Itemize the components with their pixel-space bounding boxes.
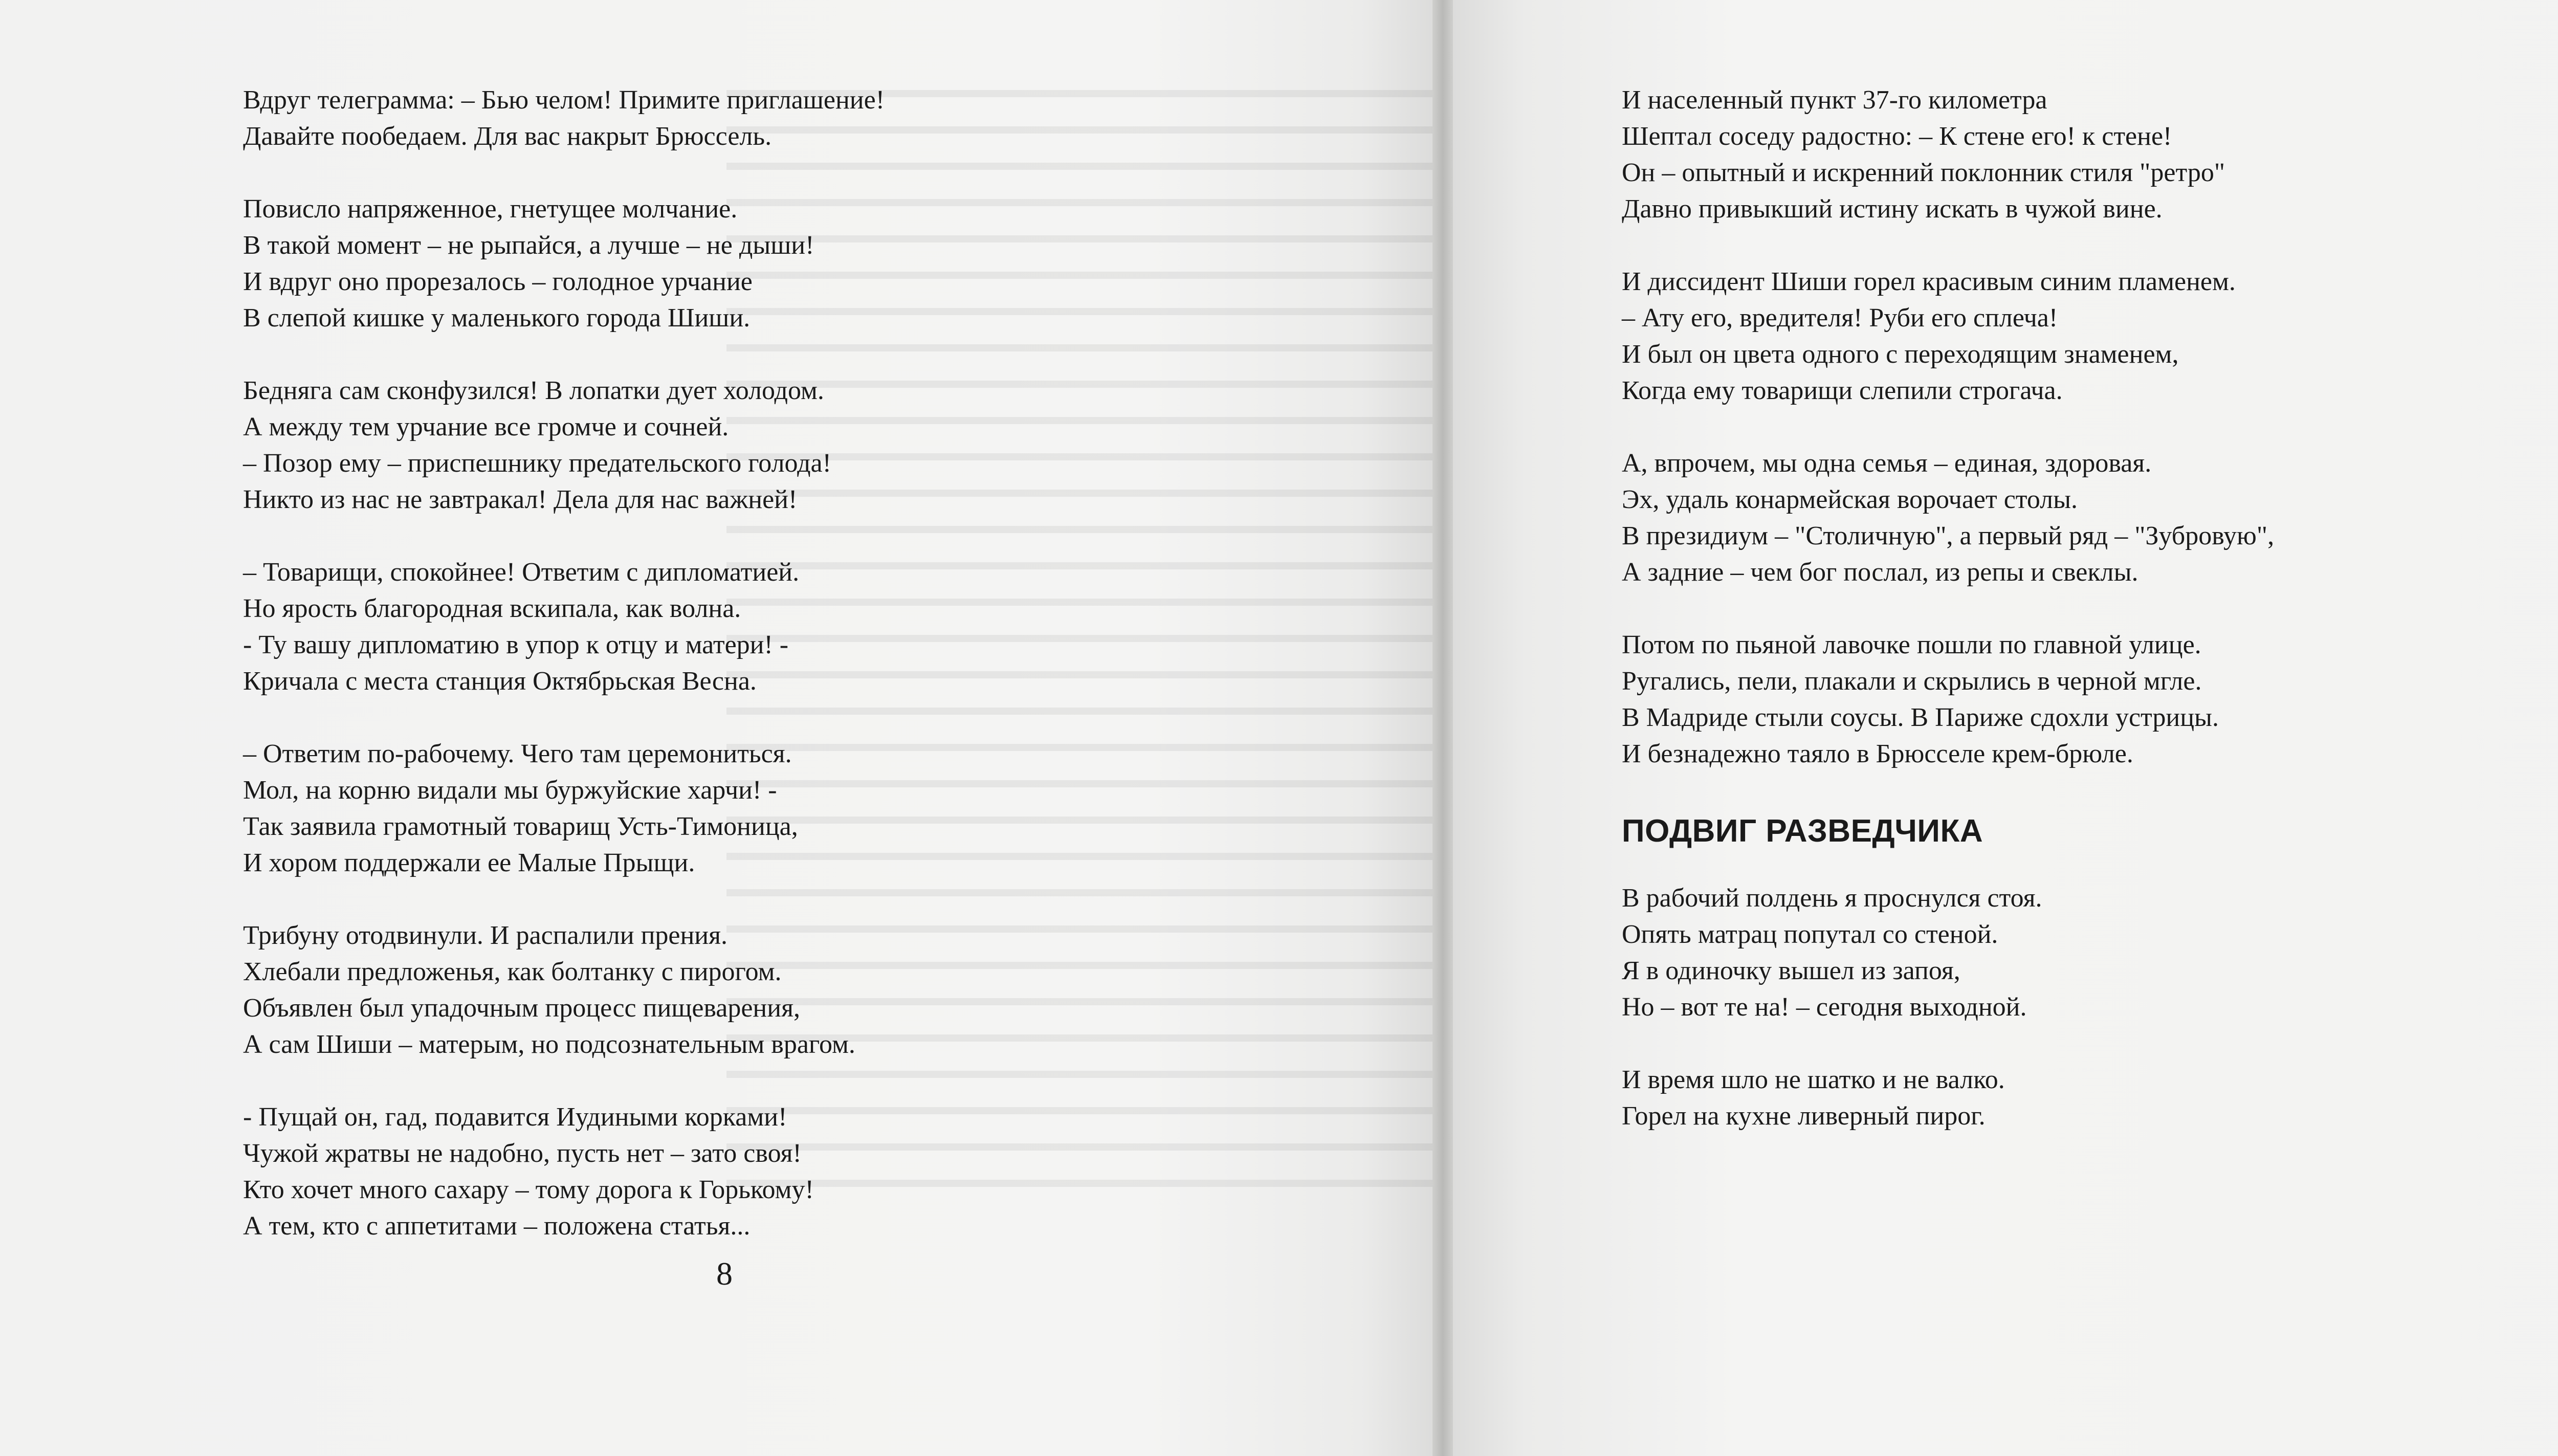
right-poem-text [1622,82,2491,1171]
stanza [243,1099,1113,1244]
poem-line: А сам Шиши – матерым, но подсознательным врагом. [243,1030,855,1059]
poem-line: Бедняга сам сконфузился! В лопатки дует холодом. [243,376,824,405]
poem-line: - Ту вашу дипломатию в упор к отцу и матери! - [243,630,789,659]
poem-line: Но – вот те на! – сегодня выходной. [1622,992,2027,1022]
right-page [1453,0,2558,1456]
poem-line: Горел на кухне ливерный пирог. [1622,1101,1986,1131]
stanza [243,736,1113,881]
poem-line: И вдруг оно прорезалось – голодное урчание [243,267,753,296]
poem-line: И диссидент Шиши горел красивым синим пламенем. [1622,267,2236,296]
stanza [1622,82,2491,227]
poem-line: Объявлен был упадочным процесс пищеварения, [243,994,801,1023]
poem-line: А между тем урчание все громче и сочней. [243,412,729,442]
poem-line: В такой момент – не рыпайся, а лучше – не дыши! [243,231,814,260]
stanza [1622,627,2491,772]
poem-line: Чужой жратвы не надобно, пусть нет – зато своя! [243,1139,802,1168]
poem-line: – Позор ему – приспешнику предательского голода! [243,449,831,478]
poem-line: Давайте пообедаем. Для вас накрыт Брюссель. [243,122,772,151]
stanza [1622,263,2491,409]
book-gutter [1432,0,1453,1456]
poem-line: Шептал соседу радостно: – К стене его! к стене! [1622,122,2172,151]
poem-line: Вдруг телеграмма: – Бью челом! Примите приглашение! [243,85,885,115]
stanza [243,191,1113,336]
poem-line: А, впрочем, мы одна семья – единая, здоровая. [1622,449,2152,478]
poem-line: В рабочий полдень я проснулся стоя. [1622,884,2042,913]
poem-line: А задние – чем бог послал, из репы и свеклы. [1622,558,2138,587]
poem-line: И хором поддержали ее Малые Прыщи. [243,848,695,877]
stanza [1622,1062,2491,1134]
poem-line: А тем, кто с аппетитами – положена статья... [243,1211,751,1241]
poem-line: И время шло не шатко и не валко. [1622,1065,2005,1094]
stanza [243,372,1113,518]
poem-line: Давно привыкший истину искать в чужой вине. [1622,194,2163,224]
left-poem-text [243,82,1113,1281]
poem-line: И безнадежно таяло в Брюсселе крем-брюле. [1622,739,2133,768]
stanza [1622,880,2491,1025]
poem-line: Повисло напряженное, гнетущее молчание. [243,194,738,224]
poem-line: И был он цвета одного с переходящим знаменем, [1622,340,2179,369]
stanza [243,82,1113,155]
poem-line: Так заявила грамотный товарищ Усть-Тимоница, [243,812,798,841]
poem-line: Когда ему товарищи слепили строгача. [1622,376,2063,405]
poem-line: Кто хочет много сахару – тому дорога к Горькому! [243,1175,814,1204]
poem-line: Мол, на корню видали мы буржуйские харчи! - [243,776,777,805]
poem-line: - Пущай он, гад, подавится Иудиными корками! [243,1102,787,1132]
poem-line: – Товарищи, спокойнее! Ответим с дипломатией. [243,558,800,587]
poem-line: Трибуну отодвинули. И распалили прения. [243,921,728,950]
poem-line: Кричала с места станция Октябрьская Весна. [243,667,757,696]
poem-line: Потом по пьяной лавочке пошли по главной улице. [1622,630,2201,659]
poem-line: В Мадриде стыли соусы. В Париже сдохли устрицы. [1622,703,2219,732]
stanza [1622,445,2491,590]
poem-line: И населенный пункт 37-го километра [1622,85,2047,115]
stanza [243,917,1113,1063]
poem-line: Эх, удаль конармейская ворочает столы. [1622,485,2078,514]
poem-line: – Ответим по-рабочему. Чего там церемониться. [243,739,792,768]
poem-line: Ругались, пели, плакали и скрылись в черной мгле. [1622,667,2202,696]
poem-title: ПОДВИГ РАЗВЕДЧИКА [1622,813,1983,849]
poem-line: Но ярость благородная вскипала, как волна. [243,594,741,623]
page-number: 8 [716,1255,733,1292]
poem-line: – Ату его, вредителя! Руби его сплеча! [1622,303,2058,333]
poem-line: Никто из нас не завтракал! Дела для нас важней! [243,485,798,514]
poem-line: Хлебали предложенья, как болтанку с пирогом. [243,957,782,986]
stanza [243,554,1113,699]
poem-line: В слепой кишке у маленького города Шиши. [243,303,751,333]
poem-line: В президиум – "Столичную", а первый ряд – "Зубровую", [1622,521,2275,550]
poem-line: Он – опытный и искренний поклонник стиля "ретро" [1622,158,2225,187]
poem-line: Я в одиночку вышел из запоя, [1622,956,1960,985]
poem-line: Опять матрац попутал со стеной. [1622,920,1998,949]
